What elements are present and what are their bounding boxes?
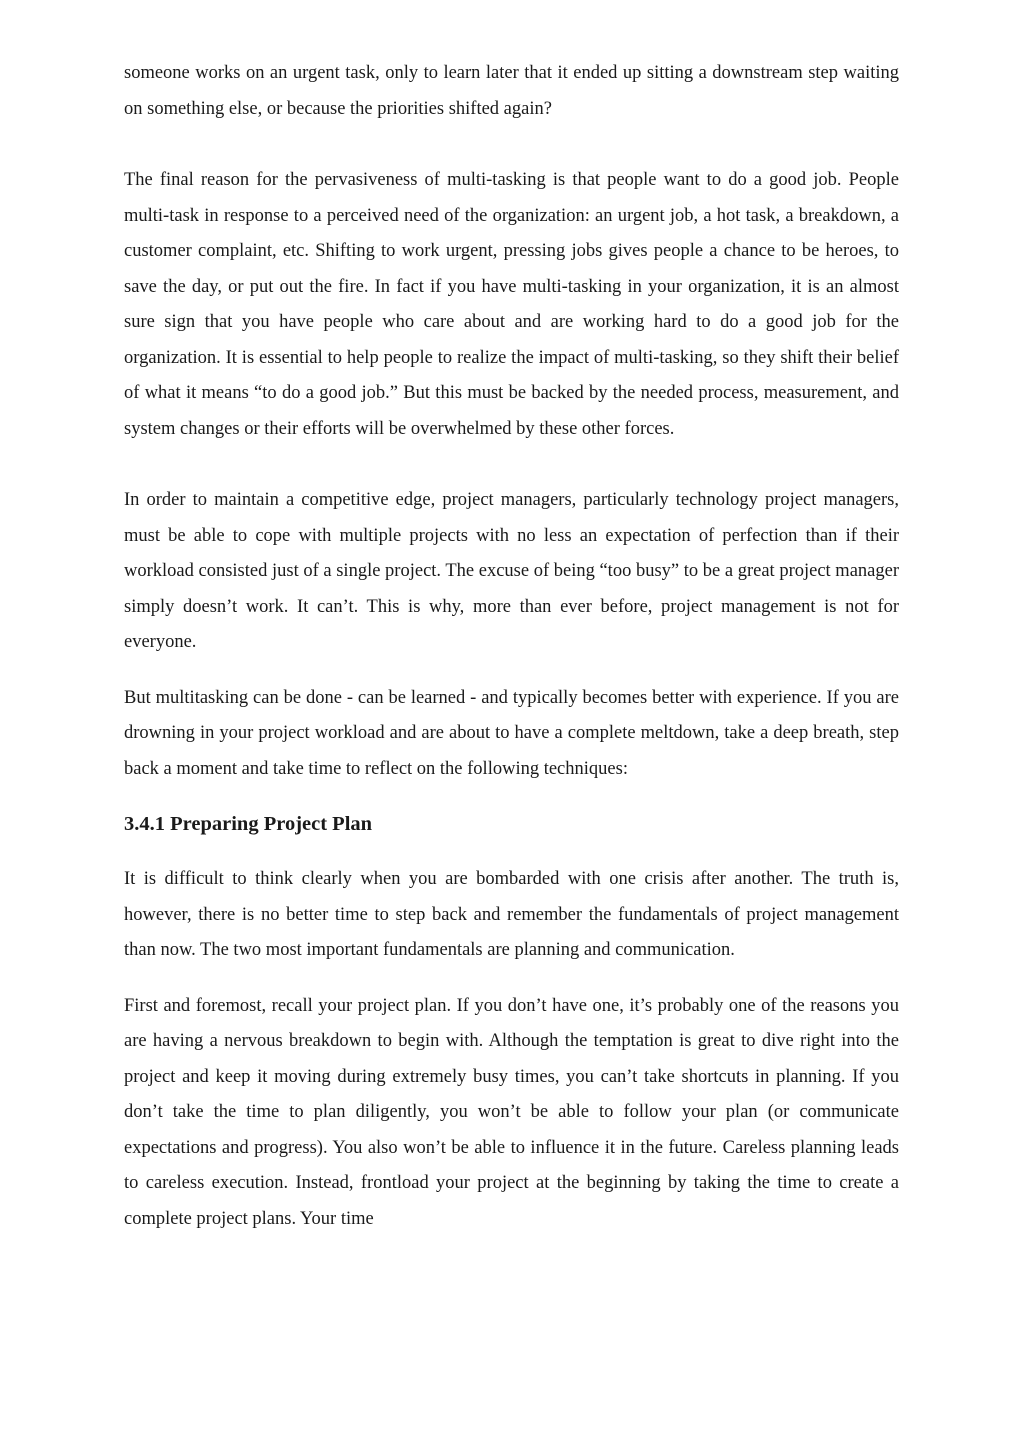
paragraph-final-reason: The final reason for the pervasiveness of multi-tasking is that people want to do a good job. People multi-task in response to a perceived need of the organization: an urgent job, a hot task, a breakdown, a customer complaint, etc. Shifting to work urgent, pressing jobs gives people a chance to be heroes, to save the day, or put out the fire. In fact if you have multi-tasking in your organization, it is an almost sure sign that you have people who care about and are working hard to do a good job for the organization. It is essential to help people to realize the impact of multi-tasking, so they shift their belief of what it means “to do a good job.” But this must be backed by the needed process, measurement, and system changes or their efforts will be overwhelmed by these other forces. (124, 170, 899, 439)
section-heading: 3.4.1 Preparing Project Plan (124, 813, 373, 835)
paragraph-multitasking-learned: But multitasking can be done - can be learned - and typically becomes better with experience. If you are drowning in your project workload and are about to have a complete meltdown, take a deep breath, step back a moment and take time to reflect on the following techniques: (124, 687, 899, 779)
paragraph-continuation: someone works on an urgent task, only to learn later that it ended up sitting a downstream step waiting on something else, or because the priorities shifted again? (124, 63, 899, 119)
document-page (124, 56, 899, 1237)
paragraph-project-plan: First and foremost, recall your project plan. If you don’t have one, it’s probably one of the reasons you are having a nervous breakdown to begin with. Although the temptation is great to dive right into the project and keep it moving during extremely busy times, you can’t take shortcuts in planning. If you don’t take the time to plan diligently, you won’t be able to follow your plan (or communicate expectations and progress). You also won’t be able to influence it in the future. Careless planning leads to careless execution. Instead, frontload your project at the beginning by taking the time to create a complete project plans. Your time (124, 995, 899, 1229)
paragraph-competitive-edge: In order to maintain a competitive edge, project managers, particularly technology project managers, must be able to cope with multiple projects with no less an expectation of perfection than if their workload consisted just of a single project. The excuse of being “too busy” to be a great project manager simply doesn’t work. It can’t. This is why, more than ever before, project management is not for everyone. (124, 490, 899, 652)
paragraph-difficult-to-think: It is difficult to think clearly when you are bombarded with one crisis after another. The truth is, however, there is no better time to step back and remember the fundamentals of project management than now. The two most important fundamentals are planning and communication. (124, 869, 899, 960)
